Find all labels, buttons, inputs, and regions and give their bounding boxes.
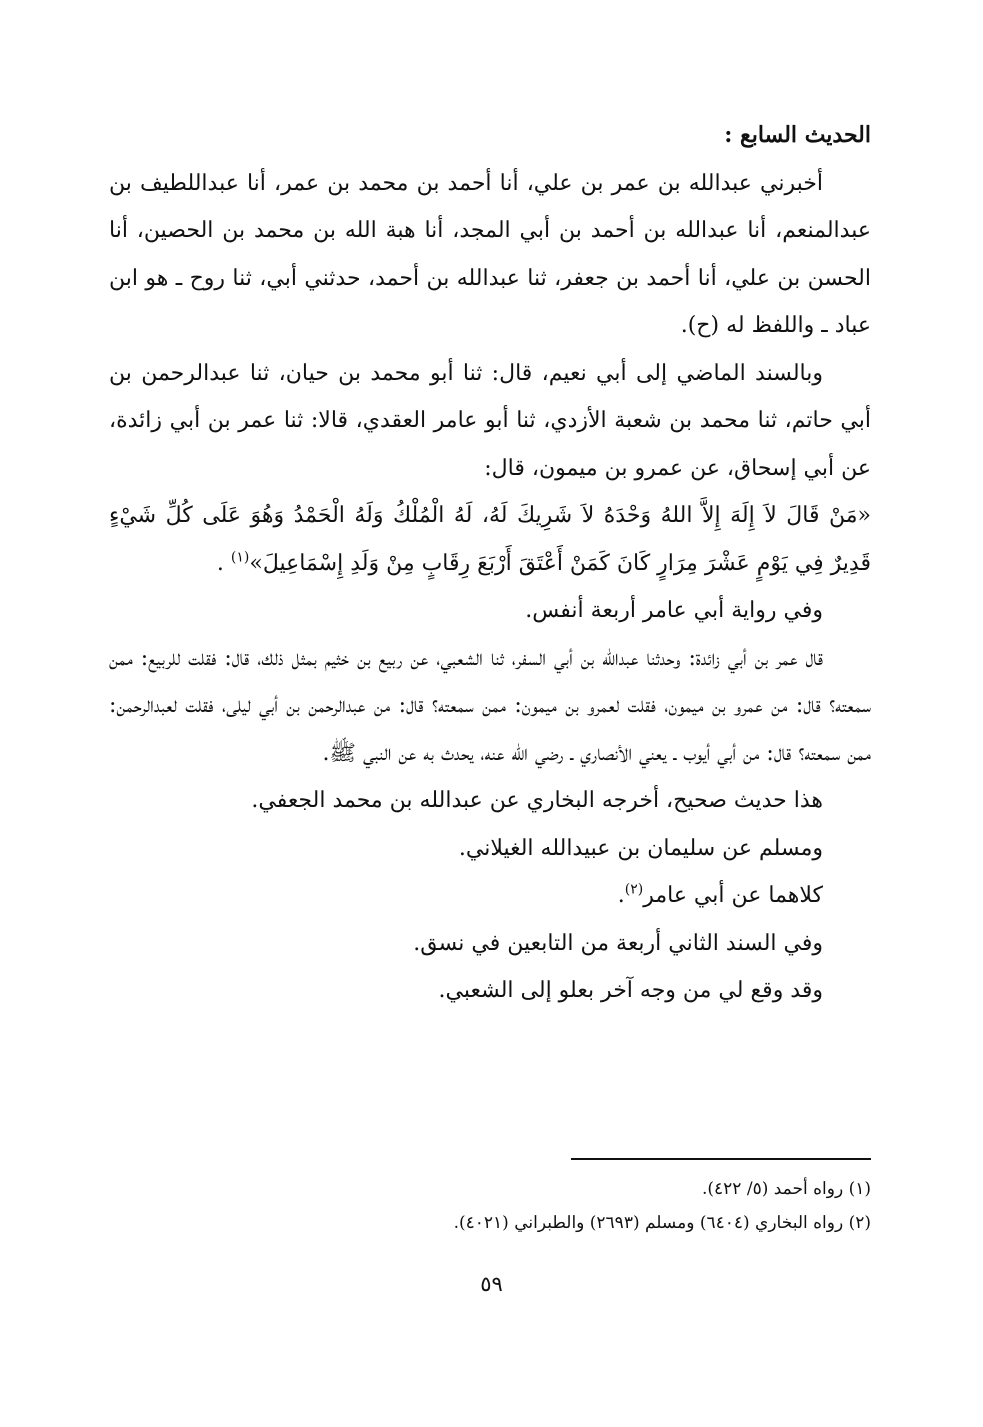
higher-chain-line: وقد وقع لي من وجه آخر بعلو إلى الشعبي.	[438, 978, 823, 1003]
footnotes	[109, 1172, 871, 1240]
second-chain-line: وفي السند الثاني أربعة من التابعين في نسق.	[413, 930, 823, 956]
isnad-paragraph-2: وبالسند الماضي إلى أبي نعيم، قال: ثنا أبو محمد بن حيان، ثنا عبدالرحمن بن أبي حاتم، ثنا محمد بن شعبة الأزدي، ثنا أبو عامر العقدي، قالا: ثنا عمر بن أبي زائدة، عن أبي إسحاق، عن عمرو بن ميمون، قال:	[109, 360, 871, 481]
muslim-line: ومسلم عن سليمان بن عبيدالله الغيلاني.	[458, 835, 823, 861]
hadith-end: .	[216, 550, 231, 576]
footnote-ref-1: (١)	[230, 549, 250, 566]
kilahuma-text: كلاهما عن أبي عامر	[643, 883, 823, 908]
kilahuma-end: .	[617, 883, 625, 908]
section-heading: الحديث السابع :	[724, 122, 871, 148]
hadith-text: «مَنْ قَالَ لاَ إِلَهَ إِلاَّ اللهُ وَحْدَهُ لاَ شَرِيكَ لَهُ، لَهُ الْمُلْكُ وَلَهُ الْحَمْدُ وَهُوَ عَلَى كُلِّ شَيْءٍ قَدِيرٌ فِي يَوْمٍ عَشْرَ مِرَارٍ كَانَ كَمَنْ أَعْتَقَ أَرْبَعَ رِقَابٍ مِنْ وَلَدِ إِسْمَاعِيلَ»	[109, 503, 871, 576]
main-text-block	[109, 112, 871, 1015]
page-number: ٥٩	[480, 1272, 503, 1296]
footnote-ref-2: (٢)	[624, 881, 644, 898]
footnote-1: (١) رواه أحمد (٥/ ٤٢٢).	[701, 1179, 871, 1199]
kilahuma-line	[109, 872, 871, 920]
footnote-2: (٢) رواه البخاري (٦٤٠٤) ومسلم (٢٦٩٣) والطبراني (٤٠٢١).	[453, 1213, 871, 1233]
footnote-divider	[571, 1158, 871, 1160]
abu-amir-note: وفي رواية أبي عامر أربعة أنفس.	[525, 598, 823, 623]
chain-paragraph: قال عمر بن أبي زائدة: وحدثنا عبدالله بن أبي السفر، ثنا الشعبي، عن ربيع بن خثيم بمثل ذلك، قال: فقلت للربيع: ممن سمعته؟ قال: من عمرو بن ميمون، فقلت لعمرو بن ميمون: ممن سمعته؟ قال: من عبدالرحمن بن أبي ليلى، فقلت لعبدالرحمن: ممن سمعته؟ قال: من أبي أيوب ـ يعني الأنصاري ـ رضي الله عنه، يحدث به عن النبي ﷺ.	[109, 645, 871, 766]
hadith-matn	[109, 492, 871, 587]
verdict-line: هذا حديث صحيح، أخرجه البخاري عن عبدالله بن محمد الجعفي.	[251, 788, 823, 813]
isnad-paragraph-1: أخبرني عبدالله بن عمر بن علي، أنا أحمد بن محمد بن عمر، أنا عبداللطيف بن عبدالمنعم، أنا عبدالله بن أحمد بن أبي المجد، أنا هبة الله بن محمد بن الحصين، أنا الحسن بن علي، أنا أحمد بن جعفر، ثنا عبدالله بن أحمد، حدثني أبي، ثنا روح ـ هو ابن عباد ـ واللفظ له (ح).	[109, 170, 871, 338]
